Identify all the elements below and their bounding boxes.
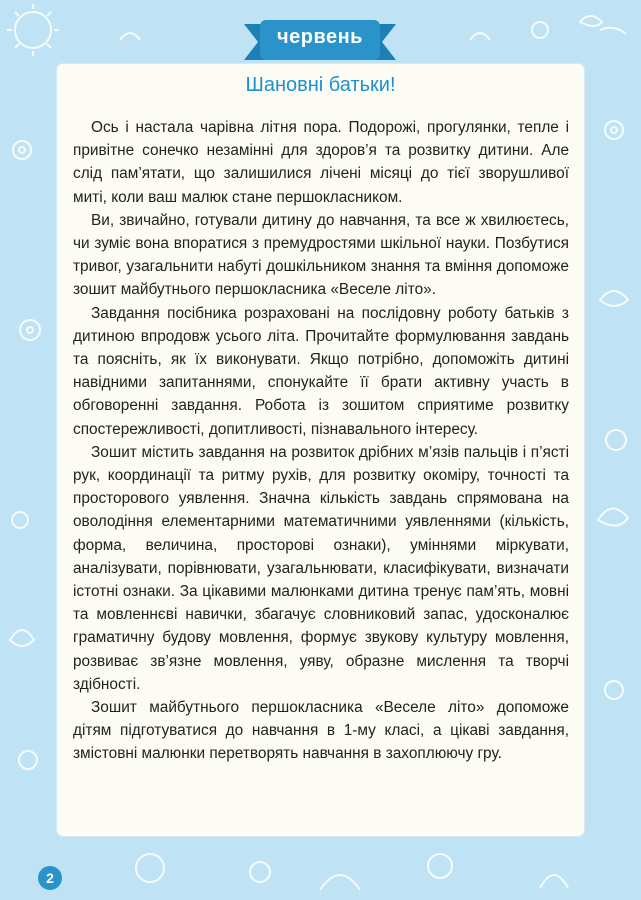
page-number: 2	[38, 866, 62, 890]
paragraph: Завдання посібника розраховані на послідовну роботу батьків з дитиною впродовж усього літа. Прочитайте формулювання завдань та поясніть, як їх виконувати. Якщо потрібно, допоможіть дитині навідними запитаннями, спонукайте її брати активну участь в обговоренні завдання. Робота із зошитом сприятиме розвитку спостережливості, допитливості, пізнавального інтересу.	[73, 304, 569, 438]
paragraph: Зошит містить завдання на розвиток дрібних м’язів пальців і п’ясті рук, координації та ритму рухів, для розвитку окоміру, точності та просторового уявлення. Значна кількість завдань спрямована на оволодіння елементарними математичними уявленнями (кількість, форма, величина, просторові ознаки), уміннями міркувати, аналізувати, порівнювати, узагальнювати, класифікувати, визначати істотні ознаки. За цікавими малюнками дитина тренує пам’ять, мовні та мовленнєві навички, збагачує словниковий запас, удосконалює граматичну будову мовлення, формує звукову культуру мовлення, розвиває зв’язне мовлення, уяву, образне мислення та творчі здібності.	[73, 443, 569, 693]
month-label: червень	[277, 26, 363, 48]
paragraph: Ви, звичайно, готували дитину до навчання, та все ж хвилюєтесь, чи зуміє вона впоратися з премудростями шкільної науки. Позбутися тривог, узагальнити набуті дошкільником знання та вміння допоможе зошит майбутнього першокласника «Веселе літо».	[73, 211, 569, 299]
paragraph: Ось і настала чарівна літня пора. Подорожі, прогулянки, тепле і привітне сонечко незамінні для здоров’я та розвитку дитини. Але слід пам’ятати, що залишилися лічені місяці до тієї зворушливої миті, коли ваш малюк стане першокласником.	[73, 119, 569, 206]
letter-body	[73, 116, 569, 766]
page-title: Шановні батьки!	[245, 74, 396, 96]
paragraph: Зошит майбутнього першокласника «Веселе літо» допоможе дітям підготуватися до навчання в 1-му класі, а цікаві завдання, змістовні малюнки перетворять навчання в захоплюючу гру.	[73, 699, 569, 763]
